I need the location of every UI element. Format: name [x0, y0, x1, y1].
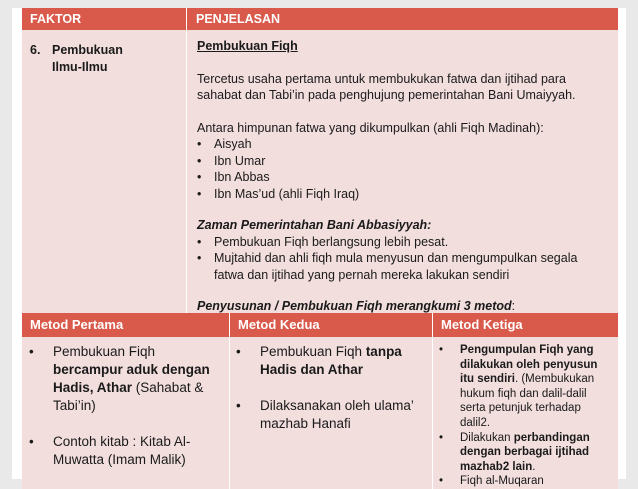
faktor-table	[22, 8, 618, 315]
list-item: • Dilakukan perbandingan dengan berbagai ijtihad mazhab2 lain.	[439, 431, 590, 473]
list-item: • Pembukuan Fiqh bercampur aduk dengan Hadis, Athar (Sahabat & Tabi’in)	[29, 344, 210, 413]
metod-table	[22, 313, 618, 489]
sahabat-list	[197, 136, 610, 202]
list-item: • Pembukuan Fiqh berlangsung lebih pesat.	[197, 234, 449, 249]
header-metod-pertama: Metod Pertama	[22, 313, 230, 337]
list-item: • Pengumpulan Fiqh yang dilakukan oleh penyusun itu sendiri. (Membukukan hukum fiqh dan dalil-dalil serta petunjuk terhadap dalil2.	[439, 344, 598, 429]
abbasiyyah-heading: Zaman Pemerintahan Bani Abbasiyyah:	[197, 218, 432, 232]
faktor-cell	[22, 30, 187, 315]
header-metod-ketiga: Metod Ketiga	[433, 313, 619, 337]
list-item: • Ibn Umar	[197, 153, 266, 168]
list-item: • Fiqh al-Muqaran	[439, 475, 544, 488]
list-item: • Pembukuan Fiqh tanpa Hadis dan Athar	[236, 344, 402, 377]
list-item: • Aisyah	[197, 137, 252, 151]
header-penjelasan: PENJELASAN	[187, 8, 619, 30]
list-item: • Contoh kitab : Kitab Al-Muwatta (Imam Malik)	[29, 434, 191, 467]
faktor-number: 6.	[30, 43, 41, 57]
abbasiyyah-list	[197, 234, 610, 284]
paragraph-himpunan-fatwa: Antara himpunan fatwa yang dikumpulkan (ahli Fiqh Madinah):	[197, 120, 544, 135]
penjelasan-cell	[187, 30, 619, 315]
header-faktor: FAKTOR	[22, 8, 187, 30]
metod-pertama-cell	[22, 337, 230, 489]
metod-kedua-cell	[230, 337, 433, 489]
list-item: • Ibn Abbas	[197, 170, 270, 184]
list-item: • Ibn Mas’ud (ahli Fiqh Iraq)	[197, 186, 360, 201]
metod-ketiga-cell	[433, 337, 619, 489]
list-item: • Mujtahid dan ahli fiqh mula menyusun dan mengumpulkan segala fatwa dan ijtihad yang pernah mereka lakukan sendiri	[197, 251, 578, 282]
header-metod-kedua: Metod Kedua	[230, 313, 433, 337]
paragraph-usaha-pertama: Tercetus usaha pertama untuk membukukan fatwa dan ijtihad para sahabat dan Tabi’in pada penghujung pemerintahan Bani Umaiyyah.	[197, 71, 576, 102]
penyusunan-line: Penyusunan / Pembukuan Fiqh merangkumi 3 metod:	[197, 299, 516, 313]
faktor-label: Pembukuan Ilmu-Ilmu	[52, 43, 123, 74]
list-item: • Dilaksanakan oleh ulama’ mazhab Hanafi	[236, 398, 414, 431]
section-subtitle: Pembukuan Fiqh	[197, 39, 298, 53]
